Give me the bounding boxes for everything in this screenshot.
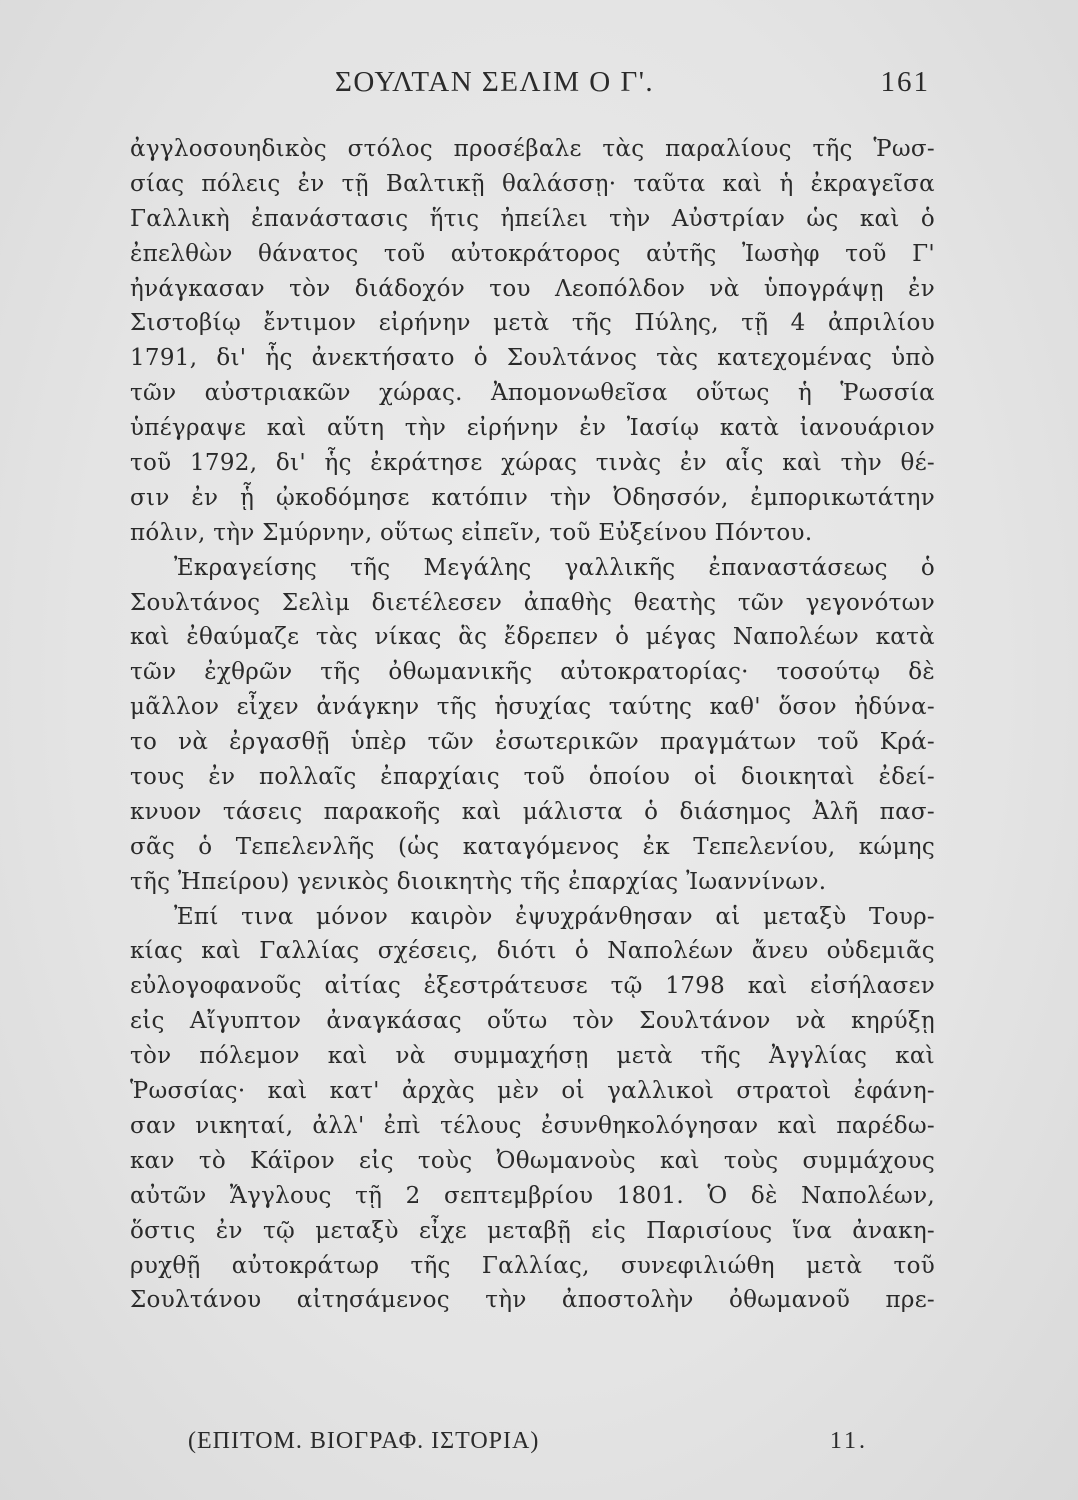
text-line: ἀγγλοσουηδικὸς στόλος προσέβαλε τὰς παραλίους τῆς Ῥωσ- [130,136,935,162]
text-line: εἰς Αἴγυπτον ἀναγκάσας οὕτω τὸν Σουλτάνον νὰ κηρύξῃ [130,1008,935,1035]
text-line: Γαλλικὴ ἐπανάστασις ἥτις ἠπείλει τὴν Αὐστρίαν ὡς καὶ ὁ [130,205,935,232]
running-head [130,66,930,110]
running-title: ΣΟΥΛΤΑΝ ΣΕΛΙΜ Ο Γ'. [335,66,655,98]
text-line: πόλιν, τὴν Σμύρνην, οὕτως εἰπεῖν, τοῦ Εὐξείνου Πόντου. [130,519,813,546]
text-line: Σουλτάνου αἰτησάμενος τὴν ἀποστολὴν ὀθωμανοῦ πρε- [130,1287,935,1314]
text-line: Σουλτάνος Σελὶμ διετέλεσεν ἀπαθὴς θεατὴς τῶν γεγονότων [130,589,935,616]
text-line: τῆς Ἠπείρου) γενικὸς διοικητὴς τῆς ἐπαρχίας Ἰωαννίνων. [130,868,827,895]
text-line: ὅστις ἐν τῷ μεταξὺ εἶχε μεταβῇ εἰς Παρισίους ἵνα ἀνακη- [130,1217,935,1244]
text-line: αὐτῶν Ἄγγλους τῇ 2 σεπτεμβρίου 1801. Ὁ δὲ Ναπολέων, [130,1182,935,1209]
paragraph-first-line: Ἐπί τινα μόνον καιρὸν ἐψυχράνθησαν αἱ μεταξὺ Τουρ- [174,903,935,930]
text-line: ἠνάγκασαν τὸν διάδοχόν του Λεοπόλδον νὰ ὑπογράψῃ ἐν [130,275,935,302]
paragraph-first-line: Ἐκραγείσης τῆς Μεγάλης γαλλικῆς ἐπαναστάσεως ὁ [174,554,935,581]
text-line: τους ἐν πολλαῖς ἐπαρχίαις τοῦ ὁποίου οἱ διοικηταὶ ἐδεί- [130,764,935,791]
text-line: καὶ ἐθαύμαζε τὰς νίκας ἃς ἔδρεπεν ὁ μέγας Ναπολέων κατὰ [130,624,935,651]
text-line: 1791, δι' ἧς ἀνεκτήσατο ὁ Σουλτάνος τὰς κατεχομένας ὑπὸ [130,345,935,372]
text-line: σίας πόλεις ἐν τῇ Βαλτικῇ θαλάσσῃ· ταῦτα καὶ ἡ ἐκραγεῖσα [130,170,935,197]
text-line: σαν νικηταί, ἀλλ' ἐπὶ τέλους ἐσυνθηκολόγησαν καὶ παρέδω- [130,1112,935,1139]
text-line: το νὰ ἐργασθῇ ὑπὲρ τῶν ἐσωτερικῶν πραγμάτων τοῦ Κρά- [130,729,935,756]
signature-line [188,1428,868,1464]
text-line: ρυχθῇ αὐτοκράτωρ τῆς Γαλλίας, συνεφιλιώθη μετὰ τοῦ [130,1252,935,1279]
text-line: σιν ἐν ᾗ ᾠκοδόμησε κατόπιν τὴν Ὀδησσόν, ἐμπορικωτάτην [130,484,935,511]
body-text [130,132,935,1318]
text-line: ἐπελθὼν θάνατος τοῦ αὐτοκράτορος αὐτῆς Ἰωσὴφ τοῦ Γ' [130,240,935,267]
text-line: κίας καὶ Γαλλίας σχέσεις, διότι ὁ Ναπολέων ἄνευ οὐδεμιᾶς [130,938,935,965]
text-line: Ῥωσσίας· καὶ κατ' ἀρχὰς μὲν οἱ γαλλικοὶ στρατοὶ ἐφάνη- [130,1078,935,1105]
text-line: τοῦ 1792, δι' ἧς ἐκράτησε χώρας τινὰς ἐν αἷς καὶ τὴν θέ- [130,450,935,477]
text-line: τὸν πόλεμον καὶ νὰ συμμαχήσῃ μετὰ τῆς Ἀγγλίας καὶ [130,1043,935,1070]
text-line: κνυον τάσεις παρακοῆς καὶ μάλιστα ὁ διάσημος Ἀλῆ πασ- [130,798,935,825]
page-number: 161 [880,66,930,98]
signature-title: (ΕΠΙΤΟΜ. ΒΙΟΓΡΑΦ. ΙΣΤΟΡΙΑ) [188,1428,540,1454]
text-line: ὑπέγραψε καὶ αὕτη τὴν εἰρήνην ἐν Ἰασίῳ κατὰ ἰανουάριον [130,415,935,442]
text-line: εὐλογοφανοῦς αἰτίας ἐξεστράτευσε τῷ 1798 καὶ εἰσήλασεν [130,973,935,1000]
signature-number: 11. [829,1428,868,1454]
text-line: Σιστοβίῳ ἔντιμον εἰρήνην μετὰ τῆς Πύλης, τῇ 4 ἀπριλίου [130,310,935,337]
text-line: τῶν αὐστριακῶν χώρας. Ἀπομονωθεῖσα οὕτως ἡ Ῥωσσία [130,380,935,407]
text-line: σᾶς ὁ Τεπελενλῆς (ὡς καταγόμενος ἐκ Τεπελενίου, κώμης [130,833,935,860]
text-line: καν τὸ Κάϊρον εἰς τοὺς Ὀθωμανοὺς καὶ τοὺς συμμάχους [130,1147,935,1174]
text-line: μᾶλλον εἶχεν ἀνάγκην τῆς ἡσυχίας ταύτης καθ' ὅσον ἠδύνα- [130,694,935,721]
text-line: τῶν ἐχθρῶν τῆς ὀθωμανικῆς αὐτοκρατορίας· τοσούτῳ δὲ [130,659,935,686]
